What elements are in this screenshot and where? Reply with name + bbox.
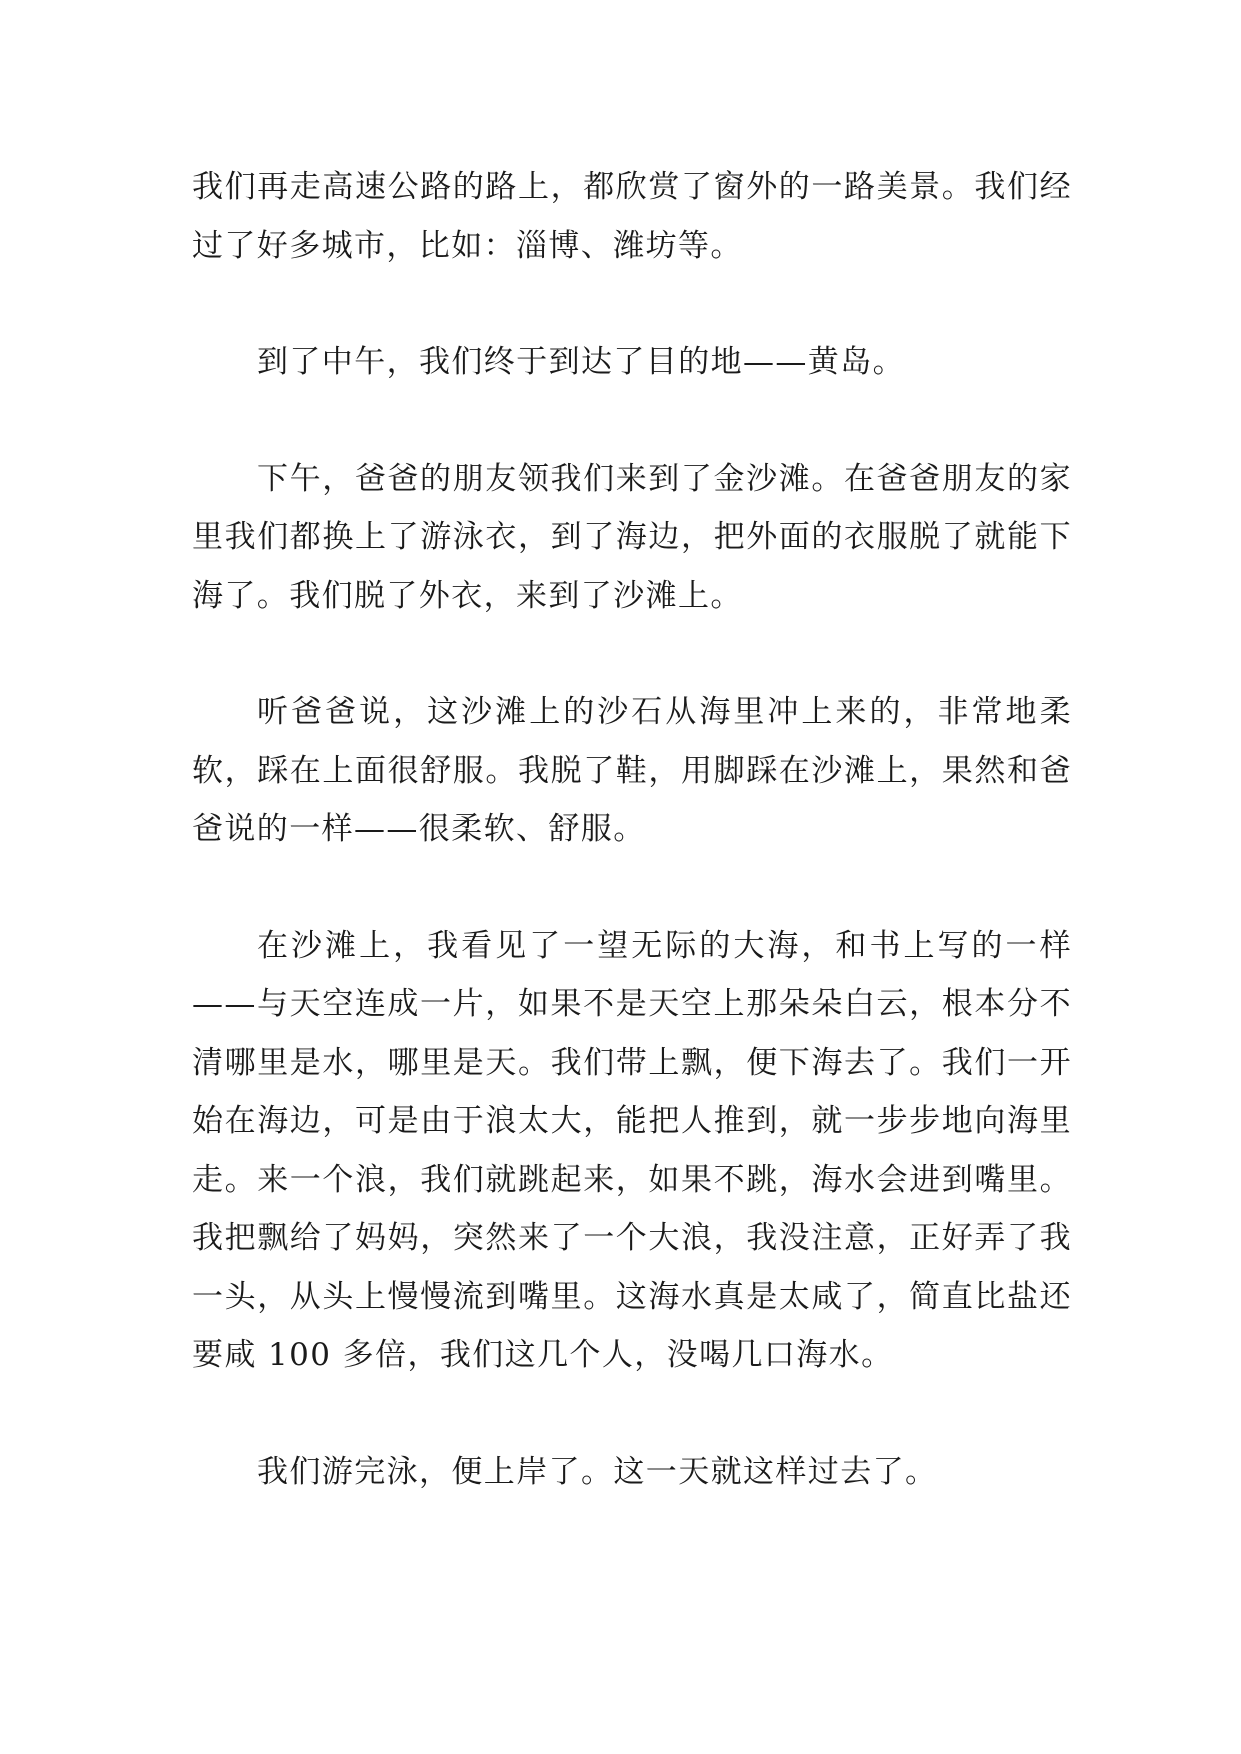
paragraph-arrival: 到了中午，我们终于到达了目的地——黄岛。 — [257, 344, 905, 380]
paragraph-sea: 在沙滩上，我看见了一望无际的大海，和书上写的一样——与天空连成一片，如果不是天空上那朵朵白云，根本分不清哪里是水，哪里是天。我们带上飘，便下海去了。我们一开始在海边，可是由于浪太大，能把人推到，就一步步地向海里走。来一个浪，我们就跳起来，如果不跳，海水会进到嘴里。我把飘给了妈妈，突然来了一个大浪，我没注意，正好弄了我一头，从头上慢慢流到嘴里。这海水真是太咸了，简直比盐还要咸 100 多倍，我们这几个人，没喝几口海水。 — [192, 927, 1072, 1373]
paragraph-afternoon: 下午，爸爸的朋友领我们来到了金沙滩。在爸爸朋友的家里我们都换上了游泳衣，到了海边，把外面的衣服脱了就能下海了。我们脱了外衣，来到了沙滩上。 — [192, 460, 1072, 614]
paragraph-highway: 我们再走高速公路的路上，都欣赏了窗外的一路美景。我们经过了好多城市，比如：淄博、潍坊等。 — [192, 169, 1072, 264]
body-text — [192, 158, 1072, 1559]
paragraph-sand: 听爸爸说，这沙滩上的沙石从海里冲上来的，非常地柔软，踩在上面很舒服。我脱了鞋，用脚踩在沙滩上，果然和爸爸说的一样——很柔软、舒服。 — [192, 694, 1072, 847]
paragraph-ending: 我们游完泳，便上岸了。这一天就这样过去了。 — [257, 1453, 938, 1490]
